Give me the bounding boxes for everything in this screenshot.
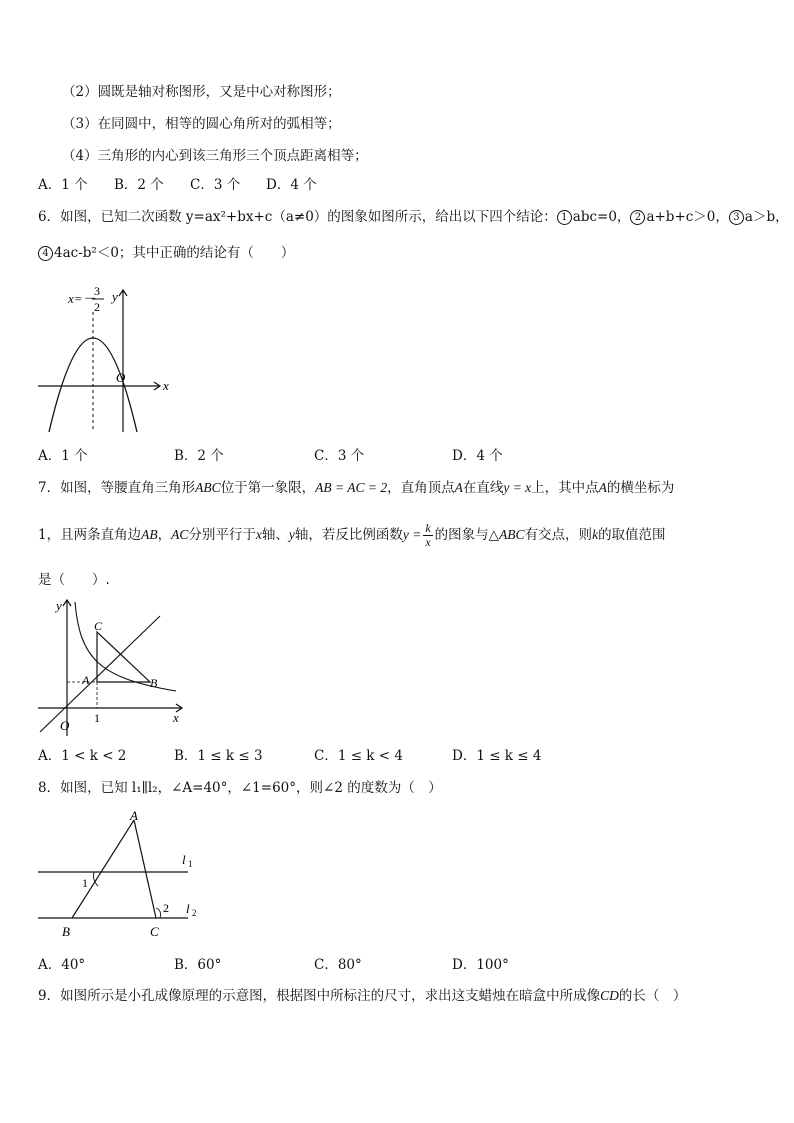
q5-option-d: D．4 个 xyxy=(266,177,317,193)
x-var: x xyxy=(255,527,262,542)
fraction-numerator: k xyxy=(425,521,431,535)
triangle-name: ABC xyxy=(195,480,221,495)
side-ac: AC xyxy=(171,527,189,542)
q5-statement-2: （2）圆既是轴对称图形，又是中心对称图形； xyxy=(62,84,341,100)
l2-label: l xyxy=(186,901,190,916)
q8-option-c: C．80° xyxy=(314,957,362,973)
q5-option-b: B．2 个 xyxy=(114,177,164,193)
l2-subscript: 2 xyxy=(192,908,197,918)
l1-subscript: 1 xyxy=(188,859,193,869)
q6-option-c: C．3 个 xyxy=(314,448,365,464)
q9-text: 9．如图所示是小孔成像原理的示意图，根据图中所标注的尺寸，求出这支蜡烛在暗盒中所成像 xyxy=(38,988,601,1004)
q5-statement-4: （4）三角形的内心到该三角形三个顶点距离相等； xyxy=(62,148,368,164)
q7-stem-line1 xyxy=(38,478,674,498)
point-a: A xyxy=(598,480,607,495)
q7-text: 分别平行于 xyxy=(188,527,256,543)
origin-label: O xyxy=(60,718,70,733)
segment-ab xyxy=(72,820,134,918)
q8-option-a: A．40° xyxy=(38,957,86,973)
q7-option-d: D．1 ≤ k ≤ 4 xyxy=(452,748,542,764)
point-a-label: A xyxy=(82,673,90,687)
q7-text: 1，且两条直角边 xyxy=(38,527,142,543)
q7-option-b: B．1 ≤ k ≤ 3 xyxy=(174,748,263,764)
q5-option-c: C．3 个 xyxy=(190,177,241,193)
q7-text: ， xyxy=(157,527,172,543)
circled-number-1: 1 xyxy=(557,210,572,225)
q7-stem-line3: 是（ ）. xyxy=(38,572,110,588)
k-var: k xyxy=(592,527,599,542)
q7-text: 轴，若反比例函数 xyxy=(294,527,403,543)
q7-text: 在直线 xyxy=(462,480,504,496)
q6-stem-text: 6．如图，已知二次函数 y=ax²+bx+c（a≠0）的图象如图所示，给出以下四个结论： xyxy=(38,209,557,225)
q9-text: 的长（ ） xyxy=(618,988,687,1004)
q8-option-d: D．100° xyxy=(452,957,509,973)
y-axis-label: y xyxy=(56,598,62,613)
q7-text: 的取值范围 xyxy=(598,527,666,543)
q7-text: 7．如图，等腰直角三角形 xyxy=(38,480,196,496)
q7-text: 有交点，则 xyxy=(524,527,593,543)
q7-text: ，直角顶点 xyxy=(387,480,455,496)
q6-option-d: D．4 个 xyxy=(452,448,503,464)
circled-number-3: 3 xyxy=(729,210,744,225)
l1-label: l xyxy=(182,852,186,867)
q8-stem: 8．如图，已知 l₁∥l₂，∠A=40°，∠1=60°，则∠2 的度数为（ ） xyxy=(38,780,442,796)
axis-fraction-denominator: 2 xyxy=(94,300,100,314)
q6-conclusion-2: a+b+c＞0， xyxy=(646,209,729,225)
point-a-label: A xyxy=(130,808,138,823)
q7-text: 的图象与△ xyxy=(434,527,500,543)
q8-parallel-lines-figure xyxy=(36,808,208,944)
q7-text: 轴、 xyxy=(261,527,289,543)
angle-1-label: 1 xyxy=(82,876,88,890)
line-equation: y = x xyxy=(503,480,532,495)
q7-stem-line2 xyxy=(38,522,666,549)
q6-stem-line1 xyxy=(38,207,789,227)
circled-number-2: 2 xyxy=(630,210,645,225)
angle-2-label: 2 xyxy=(163,901,169,915)
q5-option-a: A．1 个 xyxy=(38,177,88,193)
origin-label: O xyxy=(116,370,126,385)
q6-conclusion-3: a＞b， xyxy=(744,209,789,225)
q7-option-c: C．1 ≤ k < 4 xyxy=(314,748,403,764)
q7-option-a: A．1 < k < 2 xyxy=(38,748,127,764)
y-axis-label: y xyxy=(112,289,118,304)
function-lhs: y = xyxy=(402,527,422,542)
point-b-label: B xyxy=(62,924,70,939)
axis-fraction-numerator: 3 xyxy=(94,284,100,298)
q7-text: 的横坐标为 xyxy=(606,480,675,496)
function-fraction xyxy=(423,522,432,549)
point-a: A xyxy=(454,480,463,495)
q6-option-b: B．2 个 xyxy=(174,448,224,464)
q8-option-b: B．60° xyxy=(174,957,222,973)
x-axis-label: x xyxy=(163,378,169,393)
axis-of-symmetry-label: x=－ xyxy=(68,291,96,306)
point-b-label: B xyxy=(150,676,158,690)
q9-stem xyxy=(38,986,686,1006)
triangle-name: ABC xyxy=(499,527,525,542)
q7-text: 上，其中点 xyxy=(531,480,599,496)
segment-ac xyxy=(134,820,156,918)
q6-option-a: A．1 个 xyxy=(38,448,88,464)
angle-2-arc xyxy=(156,908,161,918)
fraction-denominator: x xyxy=(425,535,431,549)
q7-text: 位于第一象限， xyxy=(220,480,316,496)
segment-cd: CD xyxy=(600,988,619,1003)
point-c-label: C xyxy=(94,619,103,633)
x-axis-label: x xyxy=(173,710,179,725)
hyperbola-curve xyxy=(75,602,176,691)
q7-triangle-figure xyxy=(36,596,196,738)
side-ab: AB xyxy=(141,527,158,542)
q5-statement-3: （3）在同圆中，相等的圆心角所对的弧相等； xyxy=(62,116,341,132)
tick-label-1: 1 xyxy=(94,711,100,725)
q6-stem-line2 xyxy=(38,243,294,263)
q6-conclusion-4: 4ac-b²＜0；其中正确的结论有（ ） xyxy=(54,245,295,261)
triangle-abc xyxy=(97,632,150,682)
point-c-label: C xyxy=(150,924,159,939)
y-var: y xyxy=(288,527,295,542)
side-lengths: AB = AC = 2 xyxy=(315,480,388,495)
q6-conclusion-1: abc=0， xyxy=(572,209,631,225)
circled-number-4: 4 xyxy=(38,246,53,261)
q6-parabola-figure xyxy=(36,282,176,436)
